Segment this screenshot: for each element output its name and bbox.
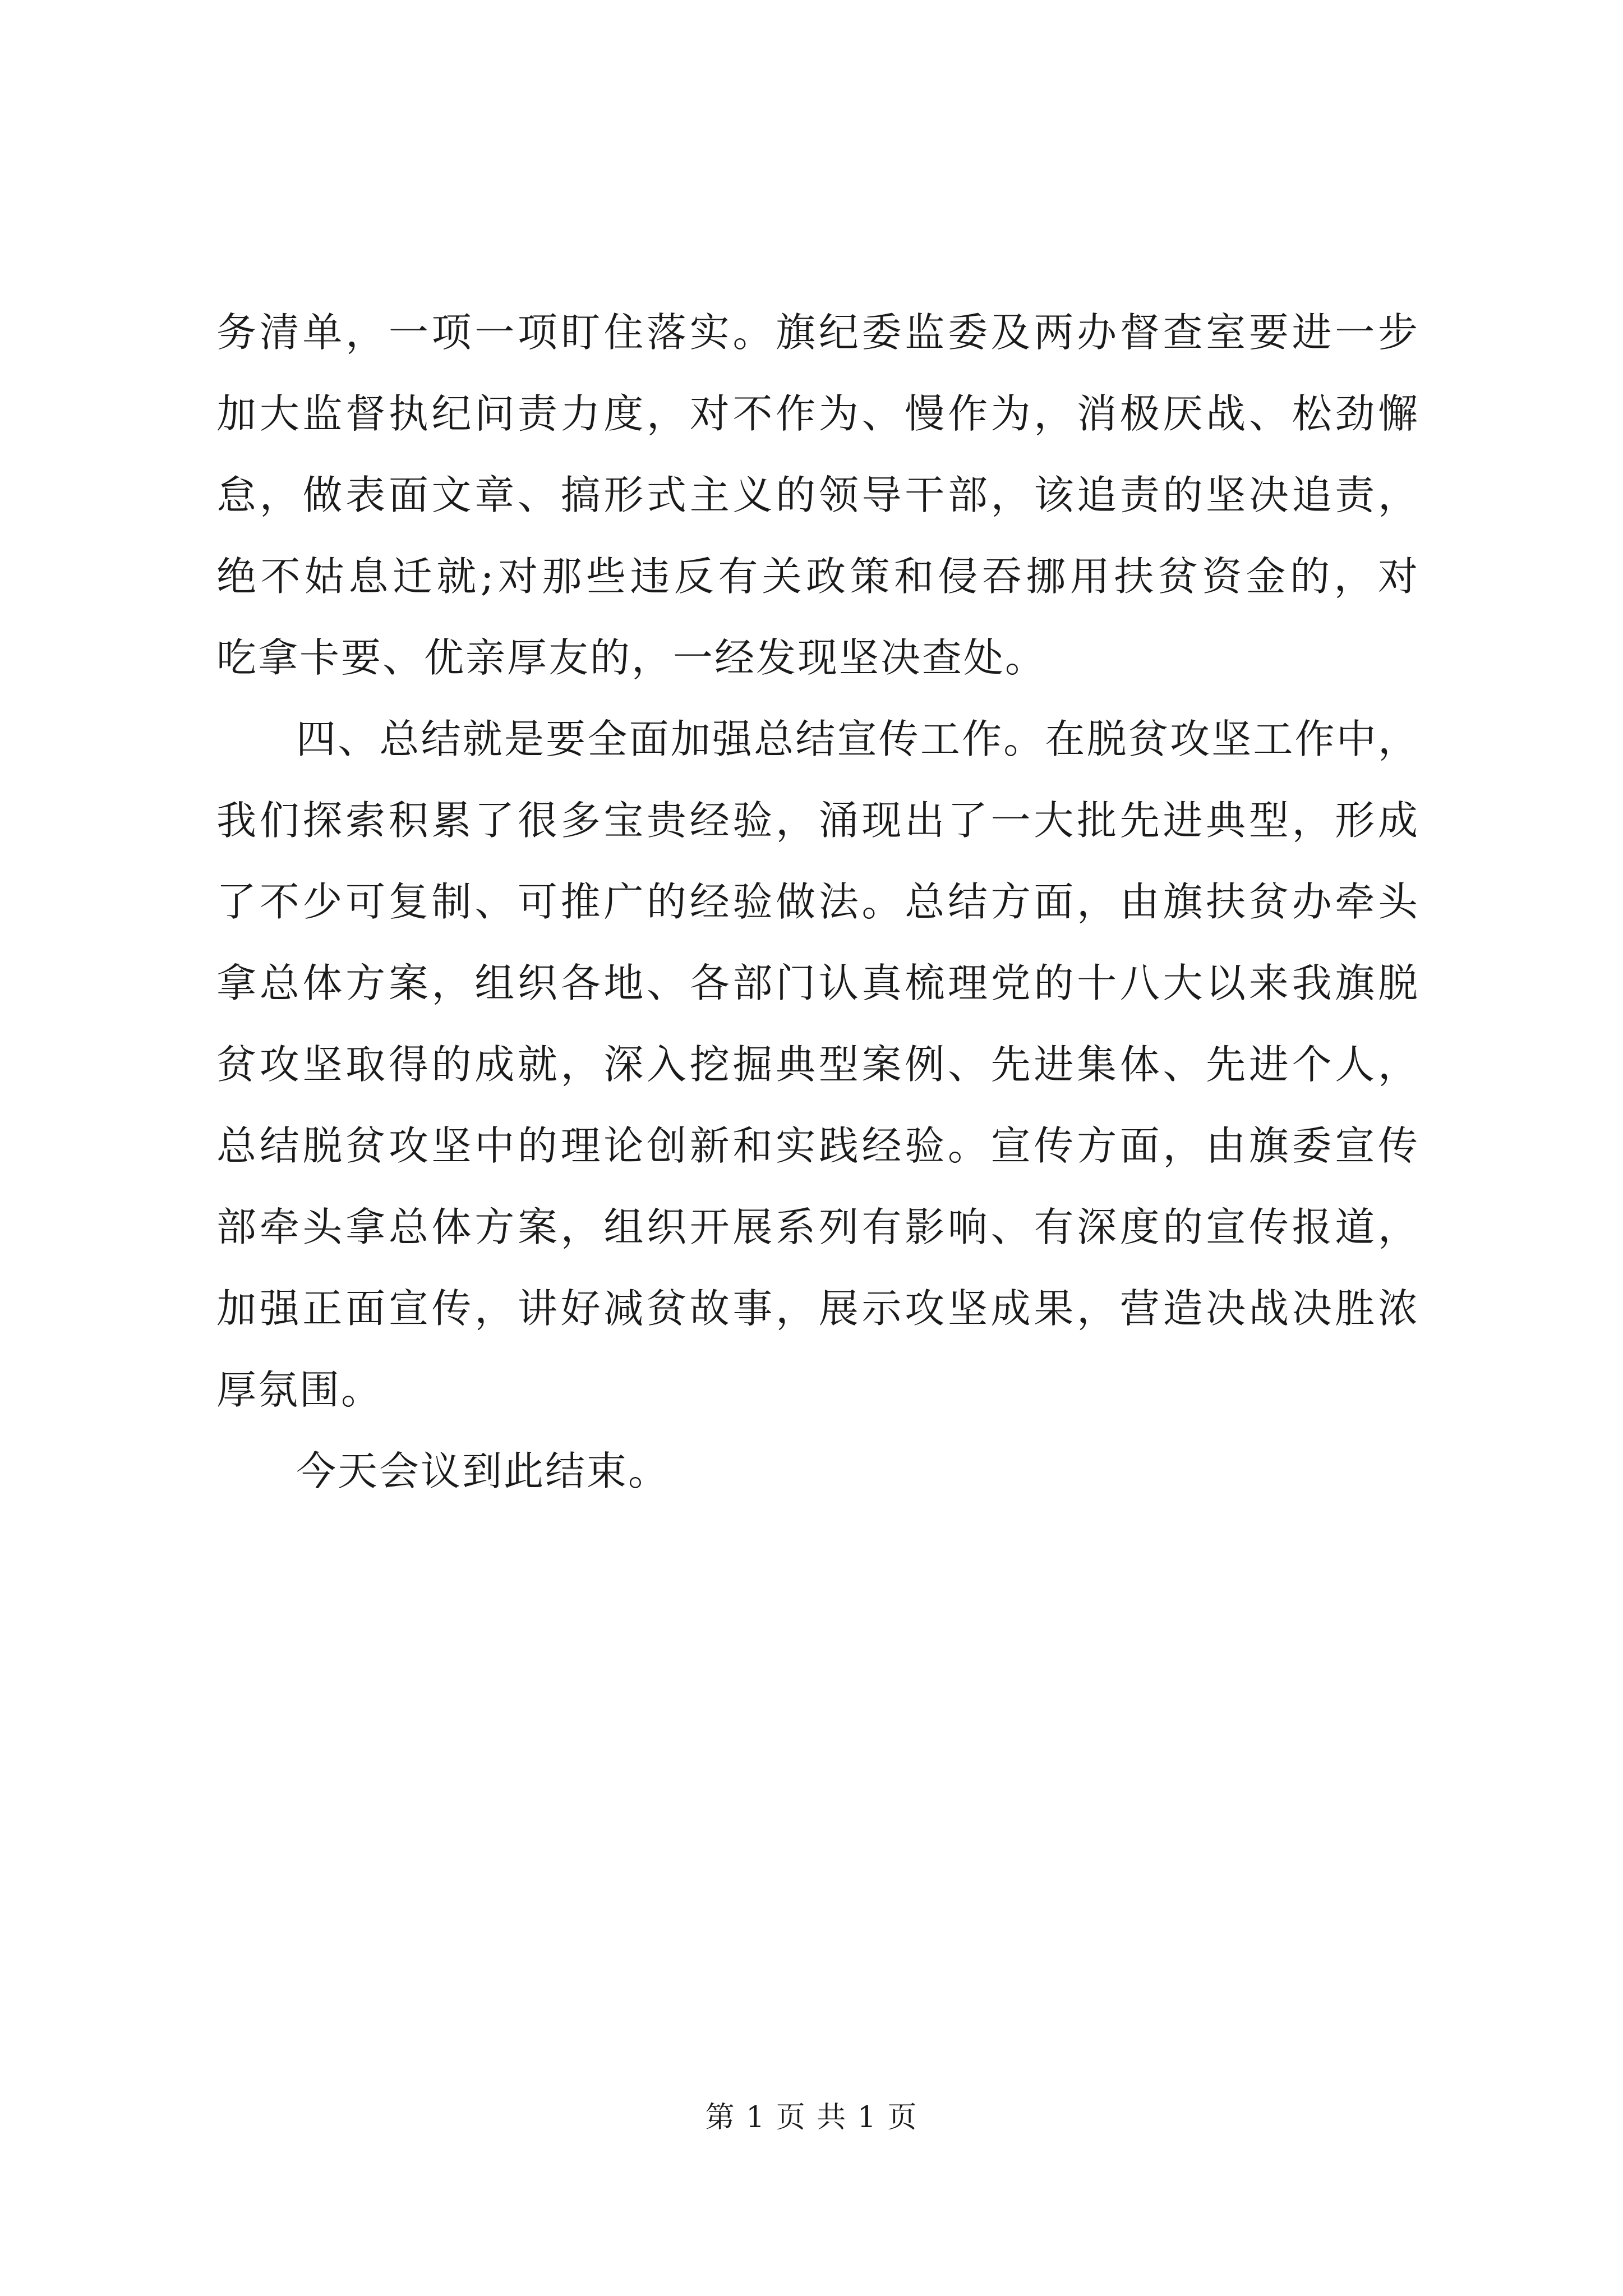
text-line: 了不少可复制、可推广的经验做法。总结方面，由旗扶贫办牵头: [216, 878, 1419, 925]
text-line: 加强正面宣传，讲好减贫故事，展示攻坚成果，营造决战决胜浓: [216, 1285, 1419, 1332]
paragraph-2: [216, 698, 1419, 1430]
text-line: 拿总体方案，组织各地、各部门认真梳理党的十八大以来我旗脱: [216, 960, 1419, 1006]
text-line: 务清单，一项一项盯住落实。旗纪委监委及两办督查室要进一步: [216, 309, 1419, 356]
paragraph-3: [216, 1430, 1419, 1512]
page-footer: 第 1 页 共 1 页: [705, 2101, 918, 2134]
text-line: 今天会议到此结束。: [296, 1448, 670, 1494]
text-line: 贫攻坚取得的成就，深入挖掘典型案例、先进集体、先进个人，: [216, 1041, 1419, 1088]
text-line: 吃拿卡要、优亲厚友的，一经发现坚决查处。: [216, 634, 1047, 681]
text-line: 四、总结就是要全面加强总结宣传工作。在脱贫攻坚工作中，: [296, 716, 1419, 762]
document-body: [216, 292, 1419, 1512]
text-line: 我们探索积累了很多宝贵经验，涌现出了一大批先进典型，形成: [216, 797, 1419, 844]
text-line: 加大监督执纪问责力度，对不作为、慢作为，消极厌战、松劲懈: [216, 390, 1419, 437]
text-line: 部牵头拿总体方案，组织开展系列有影响、有深度的宣传报道，: [216, 1204, 1419, 1250]
paragraph-1: [216, 292, 1419, 698]
text-line: 厚氛围。: [216, 1366, 383, 1413]
text-line: 总结脱贫攻坚中的理论创新和实践经验。宣传方面，由旗委宣传: [216, 1122, 1419, 1169]
text-line: 怠，做表面文章、搞形式主义的领导干部，该追责的坚决追责，: [216, 472, 1419, 518]
text-line: 绝不姑息迁就;对那些违反有关政策和侵吞挪用扶贫资金的，对: [216, 553, 1419, 600]
